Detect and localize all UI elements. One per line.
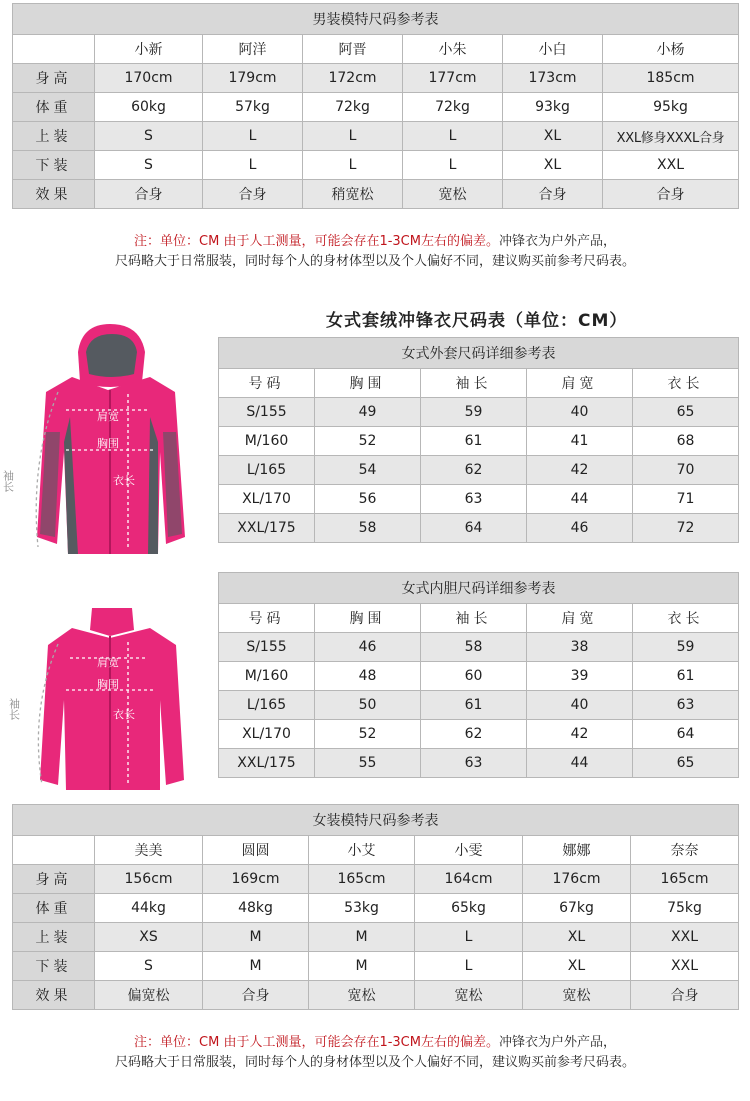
table-cell: S: [95, 952, 203, 981]
col-header: 袖长: [421, 369, 527, 398]
table-cell: 72kg: [403, 93, 503, 122]
col-header: 衣长: [633, 604, 739, 633]
table-row: [219, 749, 739, 778]
fleece-jacket-icon: [40, 608, 184, 790]
table-cell: 63: [421, 749, 527, 778]
size-cell: XXL/175: [219, 749, 315, 778]
shoulder-label: 肩宽: [97, 656, 119, 669]
table-cell: XS: [95, 923, 203, 952]
table-cell: XXL: [603, 151, 739, 180]
note-warning: 注：单位：CM 由于人工测量，可能会存在1-3CM左右的偏差。: [134, 1035, 499, 1050]
table-cell: 62: [421, 720, 527, 749]
note-warning: 注：单位：CM 由于人工测量，可能会存在1-3CM左右的偏差。: [134, 234, 499, 249]
table-cell: 合身: [631, 981, 739, 1010]
table-cell: 60: [421, 662, 527, 691]
table-cell: 合身: [603, 180, 739, 209]
size-cell: L/165: [219, 691, 315, 720]
table-row: [13, 923, 739, 952]
row-label: 体重: [13, 93, 95, 122]
col-header: 号码: [219, 369, 315, 398]
table-cell: 合身: [95, 180, 203, 209]
table-cell: 164cm: [415, 865, 523, 894]
table-row: [13, 180, 739, 209]
table-cell: 49: [315, 398, 421, 427]
size-cell: XL/170: [219, 720, 315, 749]
table-cell: 75kg: [631, 894, 739, 923]
men-col-model: 小新: [95, 35, 203, 64]
table-cell: 宽松: [415, 981, 523, 1010]
women-col-model: 奈奈: [631, 836, 739, 865]
table-cell: 93kg: [503, 93, 603, 122]
inner-table-title: 女式内胆尺码详细参考表: [219, 573, 739, 604]
table-cell: 63: [421, 485, 527, 514]
table-cell: 55: [315, 749, 421, 778]
col-header: 肩宽: [527, 369, 633, 398]
table-cell: 61: [421, 691, 527, 720]
table-cell: 177cm: [403, 64, 503, 93]
table-cell: 39: [527, 662, 633, 691]
table-cell: 156cm: [95, 865, 203, 894]
table-cell: 173cm: [503, 64, 603, 93]
table-cell: L: [203, 122, 303, 151]
outer-jacket-size-table: [218, 337, 739, 543]
table-cell: L: [403, 122, 503, 151]
table-cell: L: [415, 923, 523, 952]
men-col-blank: [13, 35, 95, 64]
table-cell: 64: [633, 720, 739, 749]
women-col-model: 圆圆: [203, 836, 309, 865]
table-cell: 165cm: [631, 865, 739, 894]
table-cell: 40: [527, 691, 633, 720]
table-row: [13, 894, 739, 923]
table-row: [219, 485, 739, 514]
table-cell: 44kg: [95, 894, 203, 923]
table-cell: 179cm: [203, 64, 303, 93]
women-size-table: [12, 804, 739, 1010]
table-cell: L: [203, 151, 303, 180]
table-cell: XL: [523, 923, 631, 952]
men-table-title: 男装模特尺码参考表: [13, 4, 739, 35]
table-cell: 宽松: [403, 180, 503, 209]
row-label: 上装: [13, 122, 95, 151]
chest-label: 胸围: [97, 437, 119, 450]
table-cell: 71: [633, 485, 739, 514]
outer-jacket-illustration: [0, 322, 215, 562]
women-size-note: [0, 1033, 750, 1073]
row-label: 上装: [13, 923, 95, 952]
table-cell: 50: [315, 691, 421, 720]
table-cell: 59: [633, 633, 739, 662]
table-cell: XXL修身XXXL合身: [603, 122, 739, 151]
table-cell: XL: [503, 122, 603, 151]
table-cell: 65: [633, 749, 739, 778]
table-row: [13, 865, 739, 894]
row-label: 身高: [13, 64, 95, 93]
table-cell: 偏宽松: [95, 981, 203, 1010]
table-cell: 54: [315, 456, 421, 485]
col-header: 胸围: [315, 369, 421, 398]
table-cell: S: [95, 151, 203, 180]
col-header: 胸围: [315, 604, 421, 633]
table-cell: 172cm: [303, 64, 403, 93]
table-cell: 72kg: [303, 93, 403, 122]
table-cell: XL: [503, 151, 603, 180]
table-cell: 46: [315, 633, 421, 662]
table-row: [13, 151, 739, 180]
table-cell: 62: [421, 456, 527, 485]
row-label: 效果: [13, 981, 95, 1010]
row-label: 效果: [13, 180, 95, 209]
table-cell: 56: [315, 485, 421, 514]
note-text: 冲锋衣为户外产品，: [498, 1035, 616, 1050]
table-row: [13, 952, 739, 981]
women-table-title: 女装模特尺码参考表: [13, 805, 739, 836]
table-cell: 61: [633, 662, 739, 691]
table-cell: 65kg: [415, 894, 523, 923]
size-cell: M/160: [219, 662, 315, 691]
table-cell: 48: [315, 662, 421, 691]
table-cell: 53kg: [309, 894, 415, 923]
table-row: [219, 398, 739, 427]
table-cell: 72: [633, 514, 739, 543]
women-col-model: 小艾: [309, 836, 415, 865]
table-cell: 48kg: [203, 894, 309, 923]
table-cell: M: [203, 923, 309, 952]
table-cell: S: [95, 122, 203, 151]
table-cell: 95kg: [603, 93, 739, 122]
table-row: [219, 456, 739, 485]
table-cell: 合身: [203, 981, 309, 1010]
table-cell: 68: [633, 427, 739, 456]
table-cell: 52: [315, 720, 421, 749]
table-row: [219, 720, 739, 749]
size-cell: S/155: [219, 398, 315, 427]
table-cell: M: [309, 952, 415, 981]
table-cell: 58: [421, 633, 527, 662]
inner-fleece-illustration: [0, 600, 215, 795]
table-cell: 70: [633, 456, 739, 485]
table-cell: XXL: [631, 923, 739, 952]
row-label: 下装: [13, 151, 95, 180]
table-row: [219, 633, 739, 662]
table-row: [219, 514, 739, 543]
men-size-table: [12, 3, 739, 209]
table-row: [13, 122, 739, 151]
size-cell: XL/170: [219, 485, 315, 514]
table-cell: 42: [527, 720, 633, 749]
women-col-model: 娜娜: [523, 836, 631, 865]
women-col-model: 小雯: [415, 836, 523, 865]
table-cell: 42: [527, 456, 633, 485]
table-row: [13, 981, 739, 1010]
table-cell: 67kg: [523, 894, 631, 923]
sleeve-label: 袖长: [1, 470, 15, 492]
table-cell: 59: [421, 398, 527, 427]
table-cell: L: [415, 952, 523, 981]
table-cell: 65: [633, 398, 739, 427]
table-cell: 合身: [503, 180, 603, 209]
table-row: [219, 691, 739, 720]
table-cell: 165cm: [309, 865, 415, 894]
table-cell: 52: [315, 427, 421, 456]
women-col-model: 美美: [95, 836, 203, 865]
length-label: 衣长: [113, 474, 135, 487]
women-col-blank: [13, 836, 95, 865]
note-text: 冲锋衣为户外产品，: [498, 234, 616, 249]
men-col-model: 小朱: [403, 35, 503, 64]
chest-label: 胸围: [97, 678, 119, 691]
col-header: 袖长: [421, 604, 527, 633]
table-cell: 44: [527, 485, 633, 514]
table-cell: 38: [527, 633, 633, 662]
table-cell: 宽松: [309, 981, 415, 1010]
table-cell: 稍宽松: [303, 180, 403, 209]
table-cell: 58: [315, 514, 421, 543]
table-cell: L: [303, 151, 403, 180]
note-text: 尺码略大于日常服装，同时每个人的身材体型以及个人偏好不同，建议购买前参考尺码表。: [114, 254, 635, 269]
row-label: 体重: [13, 894, 95, 923]
col-header: 衣长: [633, 369, 739, 398]
table-cell: L: [403, 151, 503, 180]
sleeve-label: 袖长: [7, 698, 21, 720]
size-cell: M/160: [219, 427, 315, 456]
table-cell: 169cm: [203, 865, 309, 894]
shoulder-label: 肩宽: [97, 410, 119, 423]
table-cell: 185cm: [603, 64, 739, 93]
women-size-heading: 女式套绒冲锋衣尺码表（单位：CM）: [326, 311, 628, 331]
men-col-model: 小白: [503, 35, 603, 64]
row-label: 下装: [13, 952, 95, 981]
size-cell: S/155: [219, 633, 315, 662]
length-label: 衣长: [113, 708, 135, 721]
table-cell: 44: [527, 749, 633, 778]
table-cell: 170cm: [95, 64, 203, 93]
table-cell: 64: [421, 514, 527, 543]
table-cell: XXL: [631, 952, 739, 981]
table-cell: 41: [527, 427, 633, 456]
table-cell: 40: [527, 398, 633, 427]
row-label: 身高: [13, 865, 95, 894]
table-cell: 60kg: [95, 93, 203, 122]
table-cell: 176cm: [523, 865, 631, 894]
table-cell: 合身: [203, 180, 303, 209]
table-cell: XL: [523, 952, 631, 981]
table-cell: 宽松: [523, 981, 631, 1010]
outer-table-title: 女式外套尺码详细参考表: [219, 338, 739, 369]
inner-fleece-size-table: [218, 572, 739, 778]
men-col-model: 阿晋: [303, 35, 403, 64]
col-header: 肩宽: [527, 604, 633, 633]
note-text: 尺码略大于日常服装，同时每个人的身材体型以及个人偏好不同，建议购买前参考尺码表。: [114, 1055, 635, 1070]
col-header: 号码: [219, 604, 315, 633]
size-cell: L/165: [219, 456, 315, 485]
men-col-model: 小杨: [603, 35, 739, 64]
table-cell: 46: [527, 514, 633, 543]
men-col-model: 阿洋: [203, 35, 303, 64]
table-cell: 63: [633, 691, 739, 720]
table-cell: 61: [421, 427, 527, 456]
table-row: [219, 427, 739, 456]
table-row: [219, 662, 739, 691]
men-size-note: [0, 232, 750, 272]
table-cell: M: [309, 923, 415, 952]
table-cell: L: [303, 122, 403, 151]
table-cell: M: [203, 952, 309, 981]
size-cell: XXL/175: [219, 514, 315, 543]
table-row: [13, 64, 739, 93]
table-row: [13, 93, 739, 122]
table-cell: 57kg: [203, 93, 303, 122]
